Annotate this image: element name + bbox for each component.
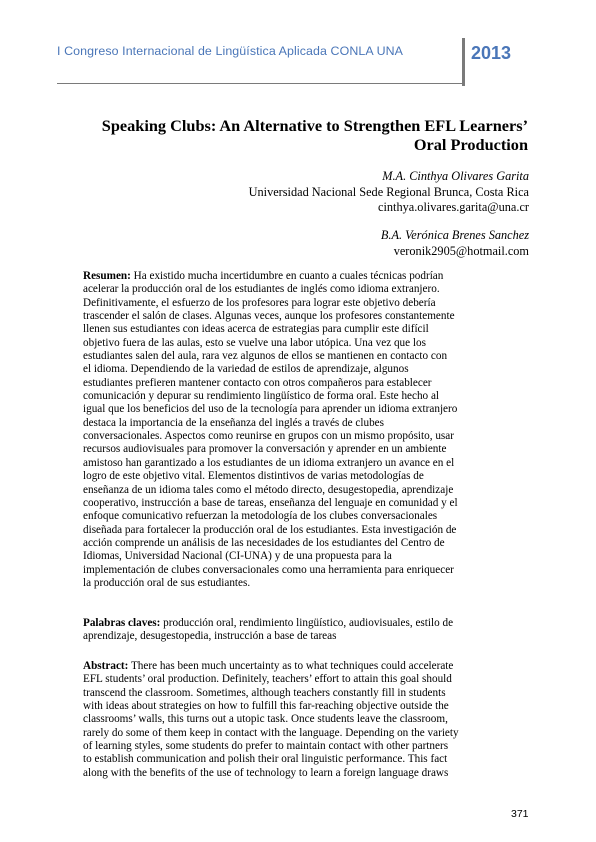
resumen-line: logro de este objetivo vital. Elementos distintivos de varias metodologías de (83, 470, 424, 483)
abstract-line (83, 660, 488, 673)
author-block (381, 228, 529, 259)
resumen-line: conversacionales. Aspectos como reunirse en grupos con un mismo propósito, usar (83, 430, 454, 443)
keywords-line (83, 617, 488, 630)
resumen-text: Ha existido mucha incertidumbre en cuanto a cuales técnicas podrían (130, 270, 444, 282)
header-rule (57, 83, 464, 84)
resumen-line: acción comprende un análisis de las necesidades de los estudiantes del Centro de (83, 536, 445, 549)
keywords-line: aprendizaje, desugestopedia, instrucción a base de tareas (83, 630, 337, 643)
resumen-line (83, 270, 488, 283)
resumen-line: igual que los beneficios del uso de la tecnología para aprender un idioma extranjero (83, 403, 458, 416)
conference-title: I Congreso Internacional de Lingüística Aplicada CONLA UNA (57, 44, 404, 58)
resumen-line: el idioma. Dependiendo de la variedad de estilos de aprendizaje, algunos (83, 363, 409, 376)
title-line: Oral Production (413, 135, 528, 154)
abstract-line: transcend the classroom. Sometimes, although teachers constantly fill in students (83, 686, 446, 699)
resumen-line: acelerar la producción oral de los estudiantes de inglés como idioma extranjero. (83, 283, 440, 296)
header-divider (462, 38, 465, 86)
resumen-paragraph (83, 270, 488, 590)
resumen-line: diseñada para fortalecer la producción oral de los estudiantes. Esta investigación de (83, 523, 457, 536)
resumen-line: Idiomas, Universidad Nacional (CI-UNA) y de una propuesta para la (83, 550, 392, 563)
abstract-line: rarely do some of them keep in contact with the language. Depending on the variety (83, 726, 459, 739)
resumen-line: trascender el salón de clases. Algunas veces, aunque los profesores constantemente (83, 310, 455, 323)
resumen-line: estudiantes salen del aula, rara vez algunos de ellos se mantienen en contacto con (83, 350, 448, 363)
author-name: B.A. Verónica Brenes Sanchez (380, 228, 529, 242)
abstract-line: of learning styles, some students do prefer to maintain contact with other partners (83, 740, 449, 753)
author-name: M.A. Cinthya Olivares Garita (382, 169, 529, 183)
resumen-line: implementación de clubes conversacionales como una herramienta para enriquecer (83, 563, 454, 576)
resumen-line: comunicación y depurar su rendimiento lingüístico de forma oral. Este hecho al (83, 390, 440, 403)
resumen-line: recursos audiovisuales para promover la conversación y aprender en un ambiente (83, 443, 447, 456)
author-email: veronik2905@hotmail.com (393, 243, 529, 258)
resumen-line: objetivo fuera de las aulas, esto se vuelve una labor utópica. Una vez que los (83, 336, 426, 349)
abstract-line: along with the benefits of the use of technology to learn a foreign language draws (83, 766, 449, 779)
resumen-line: la producción oral de sus estudiantes. (83, 576, 251, 589)
keywords-text: producción oral, rendimiento lingüístico, audiovisuales, estilo de (160, 617, 454, 629)
author-affiliation: Universidad Nacional Sede Regional Brunca, Costa Rica (248, 184, 529, 199)
conference-year: 2013 (471, 43, 512, 63)
keywords-paragraph (83, 617, 488, 644)
resumen-line: enseñanza de un idioma tales como el método directo, desugestopedia, aprendizaje (83, 483, 454, 496)
page-number: 371 (511, 808, 529, 820)
abstract-line: to establish communication and polish their oral linguistic performance. This fact (83, 753, 448, 766)
resumen-line: estudiantes prefieren mantener contacto con otros compañeros para establecer (83, 376, 432, 389)
resumen-line: Definitivamente, el esfuerzo de los profesores para lograr este objetivo debería (83, 296, 436, 309)
abstract-line: EFL students’ oral production. Definitely, teachers’ effort to attain this goal should (83, 673, 452, 686)
author-block (249, 169, 529, 216)
resumen-line: cooperativo, instrucción a base de tareas, enseñanza del lenguaje en comunidad y el (83, 496, 458, 509)
resumen-line: llenen sus estudiantes con ideas acerca de estrategias para cumplir este difícil (83, 323, 429, 336)
author-email: cinthya.olivares.garita@una.cr (378, 200, 529, 214)
abstract-line: with ideas about strategies on how to fulfill this far-reaching objective outside the (83, 700, 449, 713)
resumen-line: destaca la importancia de la enseñanza del inglés a través de clubes (83, 416, 384, 429)
abstract-text: There has been much uncertainty as to what techniques could accelerate (128, 660, 454, 672)
keywords-label: Palabras claves: (83, 617, 161, 629)
resumen-label: Resumen: (83, 270, 131, 282)
resumen-line: enfoque comunicativo refuerzan la metodología de los clubes conversacionales (83, 510, 438, 523)
resumen-line: amistoso han garantizado a los estudiantes de un idioma extranjero un avance en el (83, 456, 455, 469)
abstract-paragraph (83, 660, 488, 780)
title-line: Speaking Clubs: An Alternative to Strengthen EFL Learners’ (101, 116, 528, 135)
paper-title (60, 116, 528, 154)
abstract-label: Abstract: (83, 660, 129, 672)
abstract-line: classrooms’ walls, this turns out a utopic task. Once students leave the classroom, (83, 713, 448, 726)
